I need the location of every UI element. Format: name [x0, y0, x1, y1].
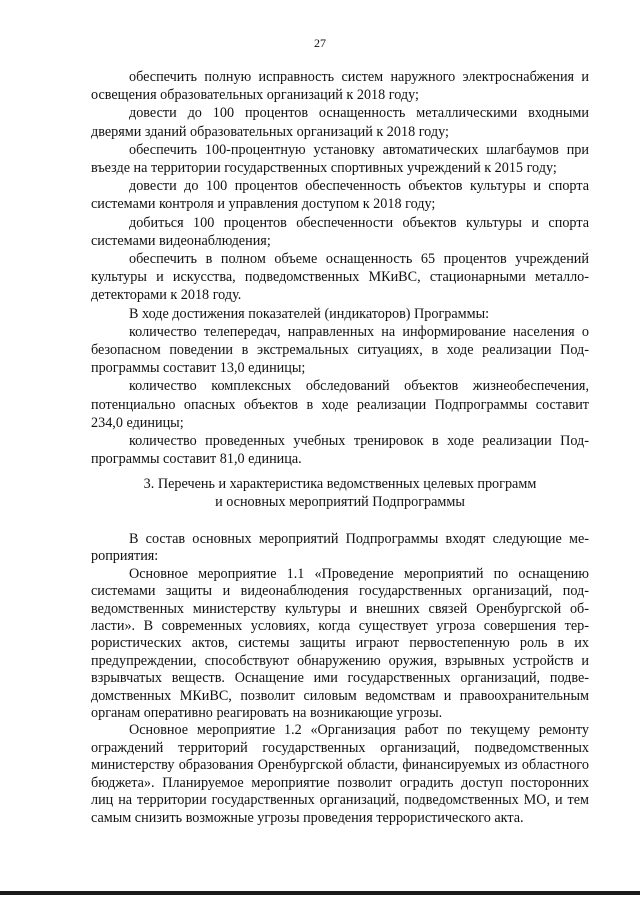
paragraph-outdoor-lighting: обеспечить полную исправность систем наружного электроснабжения и освещения образовательных организаций к 2018 году; [91, 69, 589, 104]
paragraph-barriers: обеспечить 100-процентную установку автоматических шлагбаумов при въезде на территории государственных спортивных учреждений к 2015 году; [91, 141, 589, 177]
paragraph-metal-doors: довести до 100 процентов оснащенность металлическими входными дверями зданий образовательных организаций к 2018 году; [91, 105, 589, 140]
paragraph-metal-detectors: обеспечить в полном объеме оснащенность 65 процентов учреждений культуры и искусства, подведомственных МКиВС, стационарными металлодетекторами к 2018 году. [91, 251, 589, 304]
goals-list [91, 68, 589, 468]
paragraph-drills: количество проведенных учебных тренировок в ходе реализации Подпрограммы составит 81,0 единица. [91, 433, 589, 468]
page-number: 27 [314, 36, 326, 50]
section-heading-line-2: и основных мероприятий Подпрограммы [215, 494, 465, 511]
measures-list [91, 531, 589, 827]
paragraph-tv-broadcasts: количество телепередач, направленных на информирование населения о безопасном поведении в экстремальных ситуациях, в ходе реализации Подпрограммы составит 13,0 единицы; [91, 323, 589, 377]
paragraph-measure-1-1: Основное мероприятие 1.1 «Проведение мероприятий по оснащению системами защиты и видеонаблюдения государственных организаций, подведомственных министерству культуры и внешних связей Оренбургской области». В современных условиях, когда существует угроза совершения террористических актов, системы защиты играют первостепенную роль в их предупреждении, способствуют обнаружению оружия, взрывных устройств и взрывчатых веществ. Оснащение ими государственных организаций, подведомственных МКиВС, позволит силовым ведомствам и правоохранительным органам оперативно реагировать на возникающие угрозы. [91, 565, 589, 722]
paragraph-measures-intro: В состав основных мероприятий Подпрограммы входят следующие мероприятия: [91, 531, 589, 565]
paragraph-indicators-intro: В ходе достижения показателей (индикаторов) Программы: [129, 305, 490, 322]
paragraph-inspections: количество комплексных обследований объектов жизнеобеспечения, потенциально опасных объектов в ходе реализации Подпрограммы составит 234,0 единицы; [91, 378, 589, 431]
section-heading-line-1: 3. Перечень и характеристика ведомственных целевых программ [143, 476, 537, 492]
section-heading [91, 475, 589, 512]
paragraph-video-surveillance: добиться 100 процентов обеспеченности объектов культуры и спорта системами видеонаблюдения; [91, 214, 589, 249]
paragraph-measure-1-2: Основное мероприятие 1.2 «Организация работ по текущему ремонту ограждений территорий государственных организаций, подведомственных министерству образования Оренбургской области, финансируемых из областного бюджета». Планируемое мероприятие позволит оградить доступ посторонних лиц на территории государственных организаций, подведомственных МО, и тем самым снизить возможные угрозы проведения террористического акта. [91, 722, 589, 826]
paragraph-access-control: довести до 100 процентов обеспеченность объектов культуры и спорта системами контроля и управления доступом к 2018 году; [91, 178, 589, 213]
page-bottom-edge [0, 891, 640, 895]
